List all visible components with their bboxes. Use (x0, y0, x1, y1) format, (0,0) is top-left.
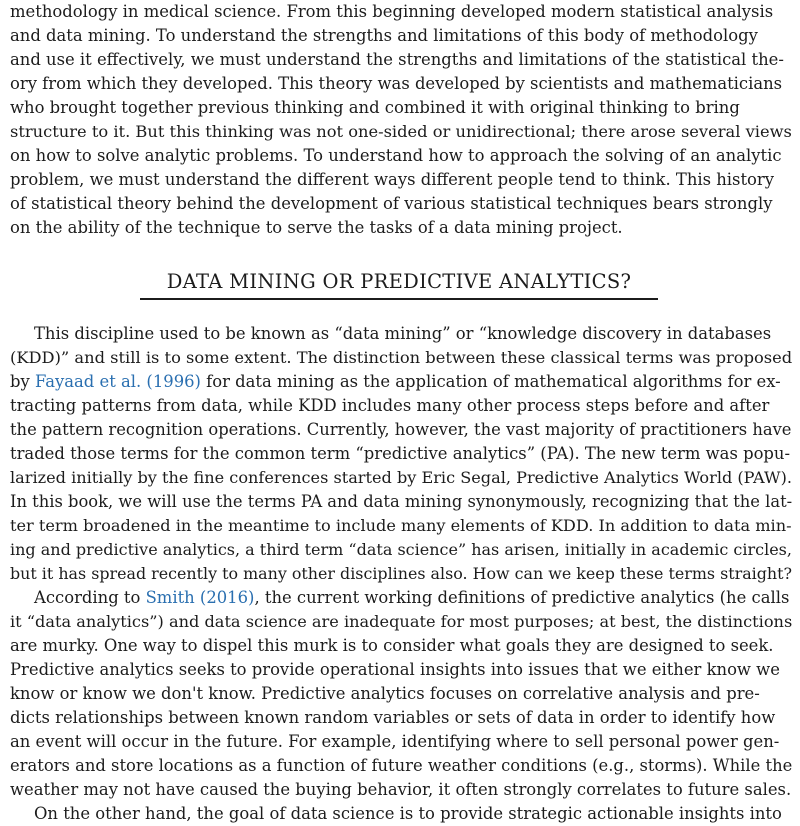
intro-line: methodology in medical science. From this beginning developed modern statistical analysis (10, 2, 774, 21)
body-line: traded those terms for the common term “predictive analytics” (PA). The new term was popu- (10, 444, 791, 463)
intro-line: ory from which they developed. This theory was developed by scientists and mathematicians (10, 74, 783, 93)
body-line: it “data analytics”) and data science are inadequate for most purposes; at best, the distinctions (10, 612, 793, 631)
body-line: know or know we don't know. Predictive analytics focuses on correlative analysis and pre- (10, 684, 760, 703)
body-line (34, 586, 792, 610)
body-text: , the current working definitions of predictive analytics (he calls (254, 588, 790, 607)
body-line: are murky. One way to dispel this murk is to consider what goals they are designed to seek. (10, 636, 774, 655)
intro-line: structure to it. But this thinking was not one-sided or unidirectional; there arose several views (10, 122, 792, 141)
intro-line: and data mining. To understand the strengths and limitations of this body of methodology (10, 26, 758, 45)
body-line: larized initially by the fine conferences started by Eric Segal, Predictive Analytics World (PAW). (10, 468, 792, 487)
body-line: In this book, we will use the terms PA and data mining synonymously, recognizing that the lat- (10, 492, 793, 511)
body-line: On the other hand, the goal of data science is to provide strategic actionable insights into (34, 804, 782, 823)
body-line: erators and store locations as a function of future weather conditions (e.g., storms). While the (10, 756, 793, 775)
intro-line: who brought together previous thinking and combined it with original thinking to bring (10, 98, 740, 117)
body-line: dicts relationships between known random variables or sets of data in order to identify how (10, 708, 776, 727)
body-text: According to (34, 588, 146, 607)
intro-line: on how to solve analytic problems. To understand how to approach the solving of an analytic (10, 146, 782, 165)
body-line: an event will occur in the future. For example, identifying where to sell personal power gen- (10, 732, 780, 751)
body-line: weather may not have caused the buying behavior, it often strongly correlates to future sales. (10, 780, 792, 799)
intro-line: on the ability of the technique to serve the tasks of a data mining project. (10, 218, 623, 237)
intro-line: and use it effectively, we must understand the strengths and limitations of the statistical the- (10, 50, 784, 69)
body-text: by (10, 372, 35, 391)
body-text: for data mining as the application of mathematical algorithms for ex- (200, 372, 781, 391)
body-line (10, 370, 792, 394)
body-line: Predictive analytics seeks to provide operational insights into issues that we either know we (10, 660, 780, 679)
body-line: tracting patterns from data, while KDD includes many other process steps before and after (10, 396, 770, 415)
body-line: (KDD)” and still is to some extent. The distinction between these classical terms was proposed (10, 348, 793, 367)
section-heading: DATA MINING OR PREDICTIVE ANALYTICS? (140, 266, 658, 300)
body-line: the pattern recognition operations. Currently, however, the vast majority of practitioners have (10, 420, 792, 439)
citation-link[interactable]: Fayaad et al. (1996) (34, 372, 201, 391)
body-line: This discipline used to be known as “data mining” or “knowledge discovery in databases (34, 324, 772, 343)
intro-line: problem, we must understand the different ways different people tend to think. This history (10, 170, 774, 189)
intro-line: of statistical theory behind the development of various statistical techniques bears strongly (10, 194, 773, 213)
citation-link[interactable]: Smith (2016) (145, 588, 255, 607)
body-line: ing and predictive analytics, a third term “data science” has arisen, initially in academic circles, (10, 540, 792, 559)
body-line: but it has spread recently to many other disciplines also. How can we keep these terms straight? (10, 564, 793, 583)
body-line: ter term broadened in the meantime to include many elements of KDD. In addition to data min- (10, 516, 792, 535)
